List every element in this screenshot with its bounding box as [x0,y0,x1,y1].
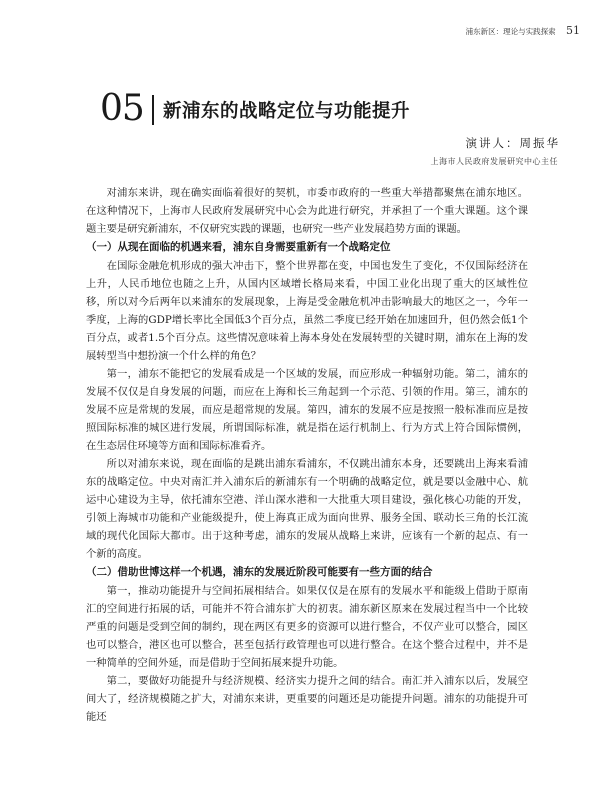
chapter-heading [100,88,560,131]
running-title: 浦东新区：理论与实践探索 [465,27,556,36]
chapter-number: 05 [100,88,144,129]
author-affiliation: 上海市人民政府发展研究中心主任 [430,157,558,166]
chapter-title: 新浦东的战略定位与功能提升 [163,101,411,122]
author-name: 演讲人：周振华 [465,136,560,150]
section-heading: （二）借助世博这样一个机遇，浦东的发展近阶段可能要有一些方面的结合 [86,566,433,578]
paragraph: 第一，推动功能提升与空间拓展相结合。如果仅仅是在原有的发展水平和能级上借助于原南汇的空间进行拓展的话，可能并不符合浦东扩大的初衷。浦东新区原来在发展过程当中一个比较严重的问题是受到空间的制约，现在两区有更多的资源可以进行整合，不仅产业可以整合，园区也可以整合，港区也可以整合，甚至包括行政管理也可以进行整合。在这个整合过程中，并不是一种简单的空间外延，而是借助于空间拓展来提升功能。 [86,585,528,669]
page-number: 51 [566,24,580,37]
paragraph: 所以对浦东来说，现在面临的是跳出浦东看浦东，不仅跳出浦东本身，还要跳出上海来看浦东的战略定位。中央对南汇并入浦东后的新浦东有一个明确的战略定位，就是要以金融中心、航运中心建设为主导，依托浦东空港、洋山深水港和一大批重大项目建设，强化核心功能的开发，引领上海城市功能和产业能级提升，使上海真正成为面向世界、服务全国、联动长三角的长江流域的现代化国际大都市。出于这种考虑，浦东的发展从战略上来讲，应该有一个新的起点、有一个新的高度。 [86,458,528,560]
paragraph: 第一，浦东不能把它的发展看成是一个区域的发展，而应形成一种辐射功能。第二，浦东的发展不仅仅是自身发展的问题，而应在上海和长三角起到一个示范、引领的作用。第三，浦东的发展不应是常规的发展，而应是超常规的发展。第四，浦东的发展不应是按照一般标准而应是按照国际标准的城区进行发展，所谓国际标准，就是指在运行机制上、行为方式上符合国际惯例，在生态居住环境等方面和国际标准看齐。 [86,368,528,452]
paragraph: 对浦东来讲，现在确实面临着很好的契机，市委市政府的一些重大举措都聚焦在浦东地区。在这种情况下，上海市人民政府发展研究中心会为此进行研究，并承担了一个重大课题。这个课题主要是研究新浦东，不仅研究实践的课题，也研究一些产业发展趋势方面的课题。 [86,187,528,235]
paragraph: 第二，要做好功能提升与经济规模、经济实力提升之间的结合。南汇并入浦东以后，发展空间大了，经济规模随之扩大，对浦东来讲，更重要的问题还是功能提升问题。浦东的功能提升可能还 [86,675,528,723]
paragraph: 在国际金融危机形成的强大冲击下，整个世界都在变，中国也发生了变化，不仅国际经济在上升，人民币地位也随之上升，从国内区域增长格局来看，中国工业化出现了重大的区域性位移，所以对今后两年以来浦东的发展现象，上海是受金融危机冲击影响最大的地区之一，今年一季度，上海的GDP增长率比全国低3个百分点，虽然二季度已经开始在加速回升，但仍然会低1个百分点，或者1.5个百分点。这些情况意味着上海本身处在发展转型的关键时期，浦东在上海的发展转型当中想扮演一个什么样的角色？ [86,260,528,362]
section-heading: （一）从现在面临的机遇来看，浦东自身需要重新有一个战略定位 [86,241,391,253]
article-body [86,184,528,726]
running-header [425,24,580,37]
title-divider [152,95,154,125]
